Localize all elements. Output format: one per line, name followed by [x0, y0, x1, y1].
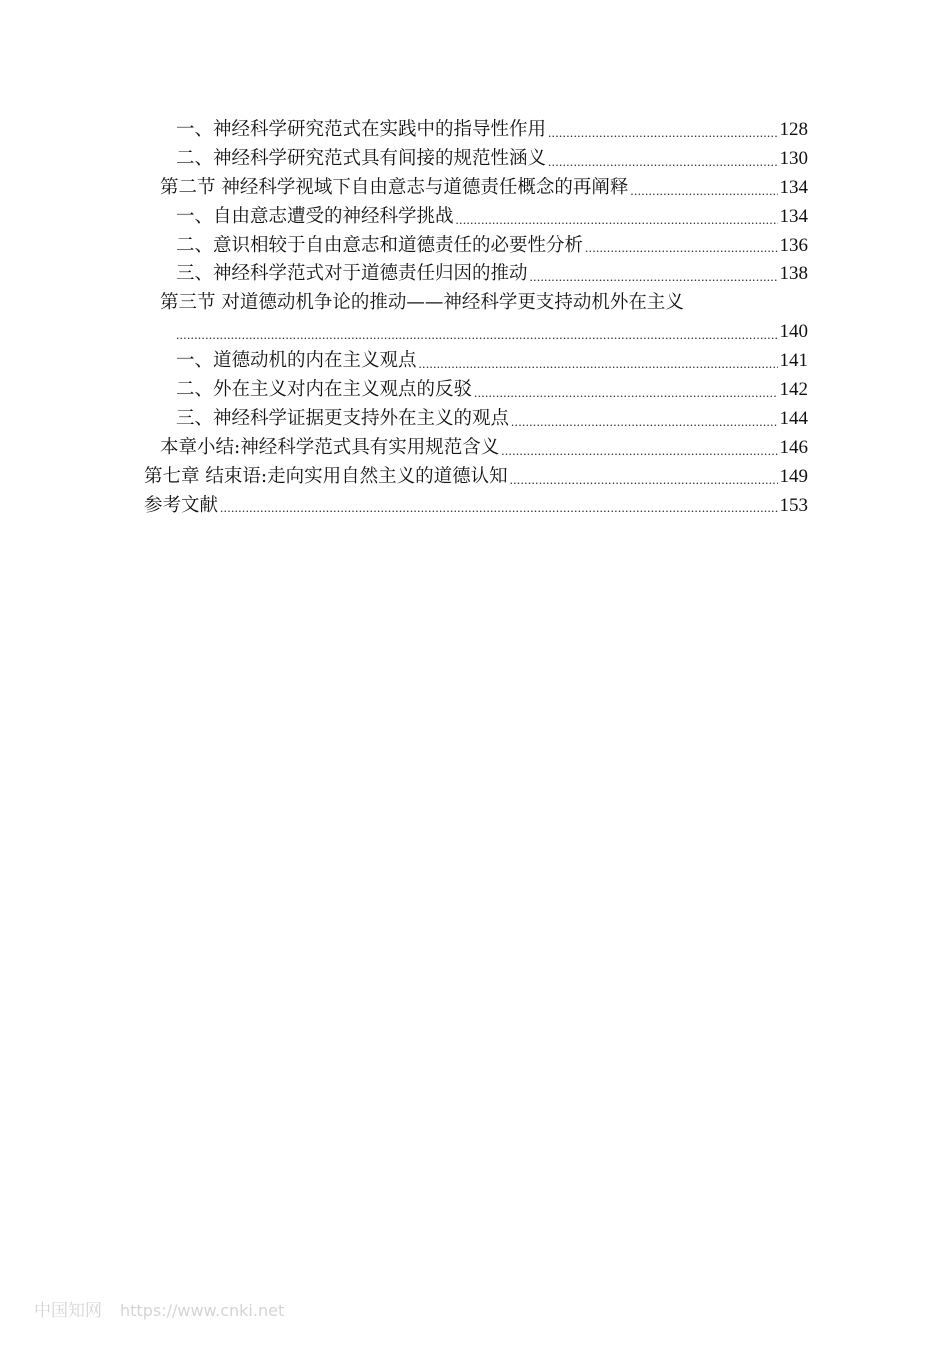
- toc-entry-page: 138: [779, 263, 808, 285]
- toc-entry-title: 一、神经科学研究范式在实践中的指导性作用: [176, 118, 547, 140]
- toc-entry[interactable]: [144, 145, 808, 174]
- watermark-brand: 中国知网: [34, 1301, 102, 1321]
- toc-entry[interactable]: [144, 260, 808, 289]
- dot-leader: [419, 352, 778, 376]
- dot-leader: [176, 323, 778, 347]
- toc-entry[interactable]: [144, 376, 808, 405]
- toc-entry-title: 参考文献: [144, 494, 219, 516]
- cnki-watermark: [34, 1296, 284, 1321]
- toc-entry-continuation: [144, 318, 808, 347]
- toc-entry-title: 三、神经科学证据更支持外在主义的观点: [176, 407, 510, 429]
- dot-leader: [630, 179, 777, 203]
- dot-leader: [501, 439, 777, 463]
- toc-entry-page: 134: [779, 205, 808, 227]
- dot-leader: [456, 208, 778, 232]
- toc-entry[interactable]: [144, 232, 808, 261]
- dot-leader: [548, 121, 777, 145]
- toc-entry[interactable]: [144, 405, 808, 434]
- toc-entry-page: 149: [779, 465, 808, 487]
- toc-entry-page: 146: [779, 436, 808, 458]
- dot-leader: [511, 410, 777, 434]
- toc-entry-page: 130: [779, 147, 808, 169]
- toc-entry-title: 一、道德动机的内在主义观点: [176, 350, 417, 372]
- toc-entry[interactable]: [144, 203, 808, 232]
- toc-entry-title: 第三节 对道德动机争论的推动——神经科学更支持动机外在主义: [160, 292, 684, 314]
- toc-entry-page: 134: [779, 176, 808, 198]
- toc-entry-wrapped[interactable]: [144, 289, 808, 347]
- toc-entry-title: 三、神经科学范式对于道德责任归因的推动: [176, 263, 528, 285]
- toc-entry[interactable]: [144, 347, 808, 376]
- toc-entry-title: 本章小结:神经科学范式具有实用规范含义: [160, 436, 500, 458]
- toc-entry-page: 142: [779, 379, 808, 400]
- toc-entry-page: 153: [779, 494, 808, 516]
- toc-entry[interactable]: [144, 434, 808, 463]
- toc-entry-page: 128: [779, 118, 808, 140]
- dot-leader: [220, 496, 777, 520]
- toc-entry-title: 第二节 神经科学视域下自由意志与道德责任概念的再阐释: [160, 176, 629, 198]
- toc-entry[interactable]: [144, 116, 808, 145]
- toc-entry[interactable]: [144, 463, 808, 492]
- dot-leader: [548, 150, 777, 174]
- dot-leader: [530, 265, 778, 289]
- watermark-url: https://www.cnki.net: [120, 1301, 285, 1320]
- toc-entry-title: 二、神经科学研究范式具有间接的规范性涵义: [176, 147, 547, 169]
- toc-entry-title: 第七章 结束语:走向实用自然主义的道德认知: [144, 465, 508, 487]
- table-of-contents: [144, 116, 808, 520]
- dot-leader: [585, 236, 777, 260]
- toc-entry-page: 136: [779, 234, 808, 256]
- toc-entry-page: 141: [779, 350, 808, 372]
- toc-entry[interactable]: [144, 174, 808, 203]
- dot-leader: [510, 468, 778, 492]
- toc-entry-title: 二、外在主义对内在主义观点的反驳: [176, 379, 473, 400]
- toc-entry-title: 二、意识相较于自由意志和道德责任的必要性分析: [176, 234, 584, 256]
- toc-entry-page: 144: [779, 407, 808, 429]
- toc-entry-page: 140: [779, 321, 808, 343]
- toc-entry-title: 一、自由意志遭受的神经科学挑战: [176, 205, 454, 227]
- toc-entry[interactable]: [144, 492, 808, 521]
- dot-leader: [474, 381, 777, 405]
